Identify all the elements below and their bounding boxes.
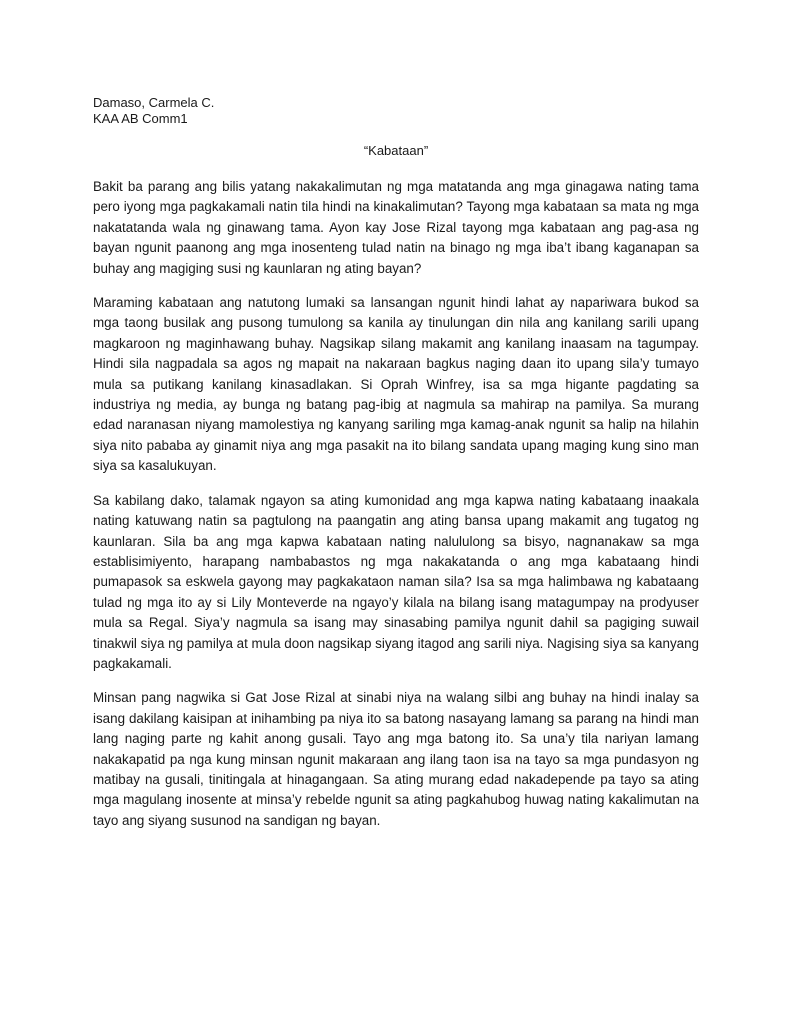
document-body bbox=[93, 95, 699, 845]
course-code: KAA AB Comm1 bbox=[93, 111, 188, 126]
paragraph-3: Sa kabilang dako, talamak ngayon sa ating kumonidad ang mga kapwa nating kabataang inaakala nating katuwang natin sa pagtulong na paangatin ang ating bansa upang makamit ang tugatog ng kaunlaran. Sila ba ang mga kapwa kabataan nating nalululong sa bisyo, nagnanakaw sa mga establisimiyento, harapang nambabastos ng mga nakakatanda o ang mga kabataang hindi pumapasok sa eskwela gayong may pagkakataon naman sila? Isa sa mga halimbawa ng kabataang tulad ng mga ito ay si Lily Monteverde na ngayo’y kilala na bilang isang matagumpay na prodyuser mula sa Regal. Siya’y nagmula sa isang may sinasabing pamilya ngunit dahil sa pagiging suwail tinakwil siya ng pamilya at mula doon nagsikap siyang itagod ang sarili niya. Nagising siya sa kanyang pagkakamali. bbox=[93, 492, 699, 671]
paragraph-4: Minsan pang nagwika si Gat Jose Rizal at sinabi niya na walang silbi ang buhay na hindi inalay sa isang dakilang kaisipan at inihambing pa niya ito sa batong nasayang lamang sa parang na hindi man lang naging parte ng kahit anong gusali. Tayo ang mga batong ito. Sa una’y tila nariyan lamang nakakapatid pa nga kung minsan ngunit makaraan ang ilang taon isa na tayo sa mga pundasyon ng matibay na gusali, tinitingala at hinagangaan. Sa ating murang edad nakadepende pa tayo sa ating mga magulang inosente at minsa’y rebelde ngunit sa ating pagkahubog huwag nating kakalimutan na tayo ang siyang susunod na sandigan ng bayan. bbox=[93, 690, 699, 828]
paragraph-2: Maraming kabataan ang natutong lumaki sa lansangan ngunit hindi lahat ay napariwara bukod sa mga taong busilak ang pusong tumulong sa kanila ay tinulungan din nila ang kanilang sarili upang magkaroon ng maginhawang buhay. Nagsikap silang makamit ang kanilang inaasam na tagumpay. Hindi sila nagpadala sa agos ng mapait na nakaraan bagkus naging daan ito upang sila’y tumayo mula sa putikang kanilang kinasadlakan. Si Oprah Winfrey, isa sa mga higante pagdating sa industriya ng media, ay bunga ng batang pag-ibig at nagmula sa mahirap na pamilya. Sa murang edad naranasan niyang mamolestiya ng kanyang sariling mga kamag-anak ngunit sa halip na hilahin siya nito pababa ay ginamit niya ang mga pasakit na ito bilang sandata upang maging kung sino man siya sa kasalukuyan. bbox=[93, 295, 699, 474]
author-name: Damaso, Carmela C. bbox=[93, 95, 215, 110]
essay-title: “Kabataan” bbox=[363, 143, 429, 158]
paragraph-1: Bakit ba parang ang bilis yatang nakakalimutan ng mga matatanda ang mga ginagawa nating tama pero iyong mga pagkakamali natin tila hindi na kinakalimutan? Tayong mga kabataan sa mata ng mga nakatatanda wala ng ginawang tama. Ayon kay Jose Rizal tayong mga kabataan ang pag-asa ng bayan ngunit paanong ang mga inosenteng tulad natin na binago ng mga iba’t ibang kaganapan sa buhay ang magiging susi ng kaunlaran ng ating bayan? bbox=[93, 179, 699, 276]
